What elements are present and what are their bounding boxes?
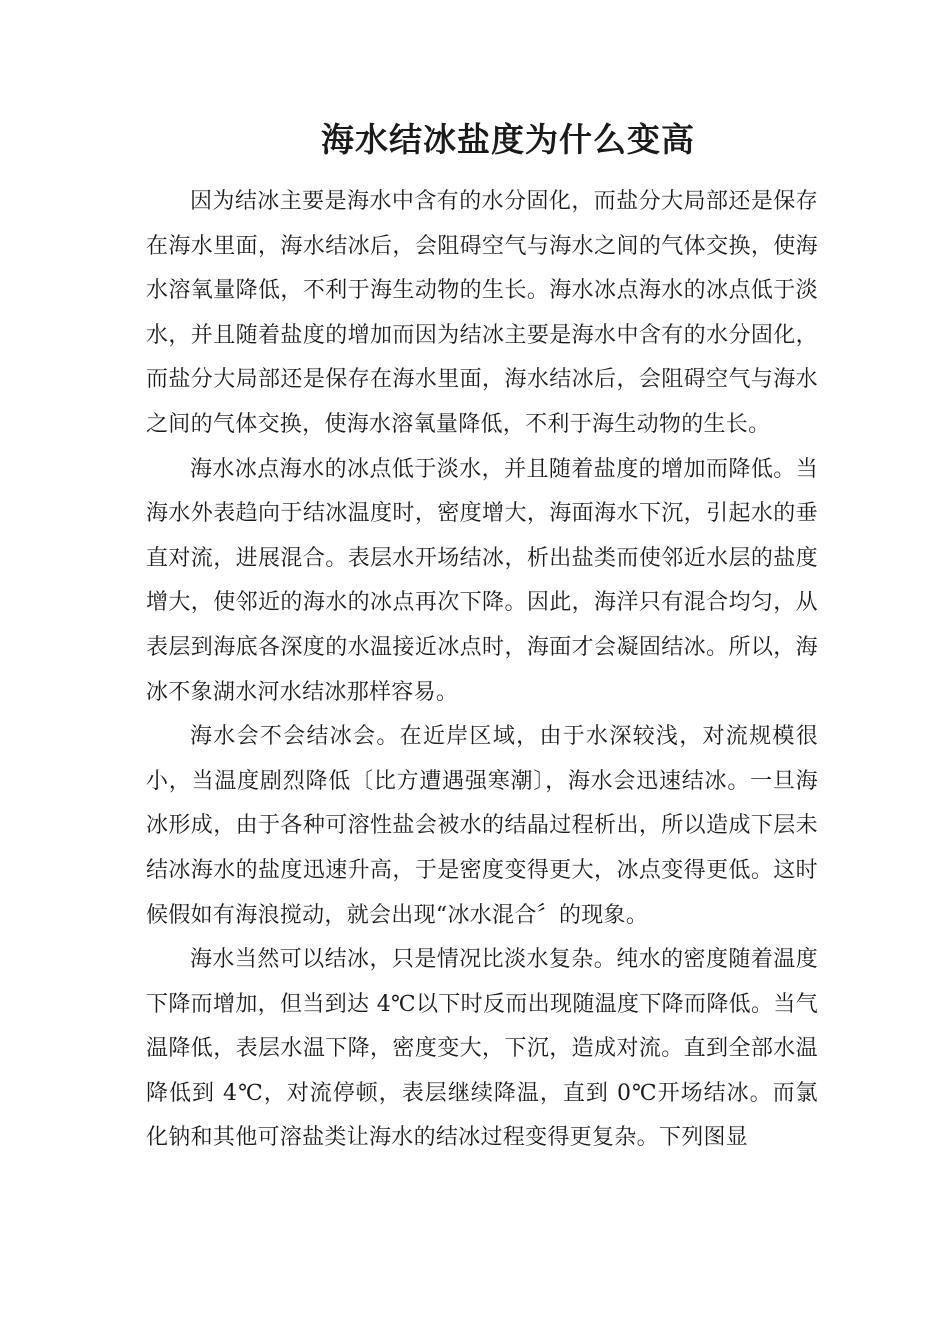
paragraph-1: 因为结冰主要是海水中含有的水分固化，而盐分大局部还是保存在海水里面，海水结冰后，会阻碍空气与海水之间的气体交换，使海水溶氧量降低，不利于海生动物的生长。海水冰点海水的冰点低于淡水，并且随着盐度的增加而因为结冰主要是海水中含有的水分固化，而盐分大局部还是保存在海水里面，海水结冰后，会阻碍空气与海水之间的气体交换，使海水溶氧量降低，不利于海生动物的生长。 [146, 189, 818, 437]
paragraph-4: 海水当然可以结冰，只是情况比淡水复杂。纯水的密度随着温度下降而增加，但当到达 4℃以下时反而出现随温度下降而降低。当气温降低，表层水温下降，密度变大，下沉，造成对流。直到全部水温降低到 4℃，对流停顿，表层继续降温，直到 0℃开场结冰。而氯化钠和其他可溶盐类让海水的结冰过程变得更复杂。下列图显 [146, 947, 818, 1151]
document-body [146, 180, 818, 1161]
document-title: 海水结冰盐度为什么变高 [321, 120, 695, 159]
paragraph-2: 海水冰点海水的冰点低于淡水，并且随着盐度的增加而降低。当海水外表趋向于结冰温度时，密度增大，海面海水下沉，引起水的垂直对流，进展混合。表层水开场结冰，析出盐类而使邻近水层的盐度增大，使邻近的海水的冰点再次下降。因此，海洋只有混合均匀，从表层到海底各深度的水温接近冰点时，海面才会凝固结冰。所以，海冰不象湖水河水结冰那样容易。 [146, 456, 818, 705]
paragraph-3: 海水会不会结冰会。在近岸区域，由于水深较浅，对流规模很小，当温度剧烈降低〔比方遭遇强寒潮〕，海水会迅速结冰。一旦海冰形成，由于各种可溶性盐会被水的结晶过程析出，所以造成下层未结冰海水的盐度迅速升高，于是密度变得更大，冰点变得更低。这时候假如有海浪搅动，就会出现“冰水混合〞的现象。 [146, 724, 818, 928]
